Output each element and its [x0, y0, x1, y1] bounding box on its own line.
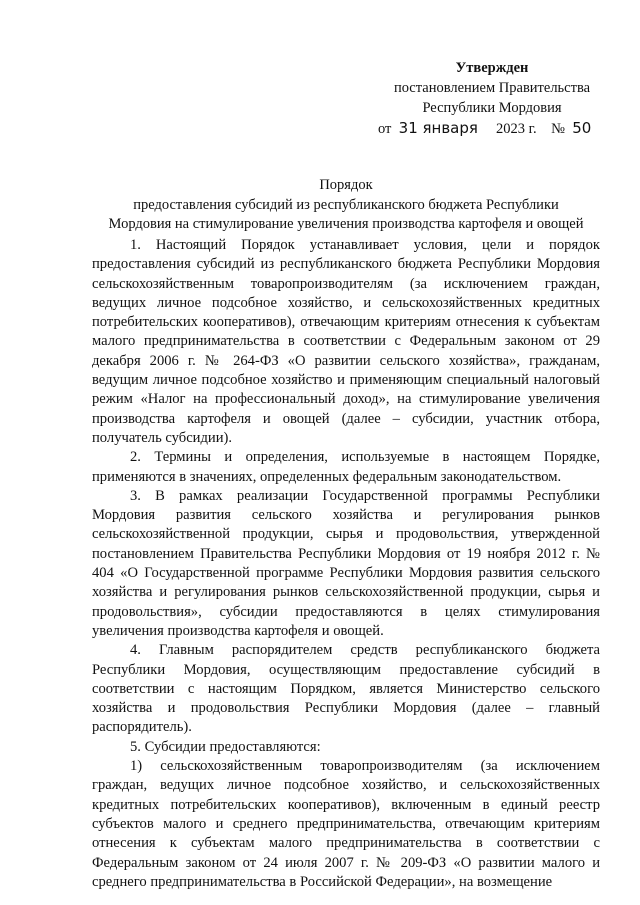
title-line-2: предоставления субсидий из республиканского бюджета Республики [133, 196, 559, 213]
title-line-3: Мордовия на стимулирование увеличения производства картофеля и овощей [108, 216, 584, 232]
paragraph-5-item-1: 1) сельскохозяйственным товаропроизводителям (за исключением граждан, ведущих личное подсобное хозяйство, и сельскохозяйственных кредитных потребительских кооперативов), включенным в единый реестр субъектов малого и среднего предпринимательства, отвечающим критериям отнесения к субъектам малого предпринимательства в соответствии с Федеральным законом от 24 июля 2007 г. № 209-ФЗ «О развитии малого и среднего предпринимательства в Российской Федерации», на возмещение [92, 758, 600, 890]
handwritten-date: 31 января [398, 119, 478, 137]
approval-label: Утвержден [455, 60, 529, 76]
number-sign: № [551, 121, 565, 137]
document-body [92, 236, 600, 892]
paragraph-1: 1. Настоящий Порядок устанавливает условия, цели и порядок предоставления субсидий из республиканского бюджета Республики Мордовия сельскохозяйственным товаропроизводителям (за исключением граждан, ведущих личное подсобное хозяйство, и сельскохозяйственных кредитных потребительских кооперативов), отвечающим критериям отнесения к субъектам малого предпринимательства в соответствии с Федеральным законом от 29 декабря 2006 г. № 264-ФЗ «О развитии сельского хозяйства», гражданам, ведущим личное подсобное хозяйство и применяющим специальный налоговый режим «Налог на профессиональный доход», на стимулирование увеличения производства картофеля и овощей (далее – субсидии, участник отбора, получатель субсидии). [92, 237, 600, 446]
approval-date-line [372, 118, 612, 139]
paragraph-5: 5. Субсидии предоставляются: [130, 738, 321, 755]
paragraph-3: 3. В рамках реализации Государственной программы Республики Мордовия развития сельского хозяйства и регулирования рынков сельскохозяйственной продукции, сырья и продовольствия, утвержденной постановлением Правительства Республики Мордовия от 19 ноября 2012 г. № 404 «О Государственной программе Республики Мордовия развития сельского хозяйства и регулирования рынков сельскохозяйственной продукции, сырья и продовольствия», субсидии предоставляются в целях стимулирования увеличения производства картофеля и овощей. [92, 487, 600, 639]
date-prefix: от [378, 121, 392, 137]
approval-line-1: постановлением Правительства [393, 80, 591, 96]
paragraph-4: 4. Главным распорядителем средств республиканского бюджета Республики Мордовия, осуществляющим предоставление субсидий в соответствии с настоящим Порядком, является Министерство сельского хозяйства и продовольствия Республики Мордовия (далее – главный распорядитель). [92, 642, 600, 736]
date-year: 2023 г. [496, 121, 537, 137]
handwritten-number: 50 [572, 119, 592, 137]
approval-stamp [372, 58, 612, 139]
paragraph-2: 2. Термины и определения, используемые в настоящем Порядке, применяются в значениях, определенных федеральным законодательством. [92, 449, 600, 485]
title-line-1: Порядок [319, 177, 373, 193]
approval-line-2: Республики Мордовия [422, 100, 562, 116]
document-title [80, 176, 612, 235]
